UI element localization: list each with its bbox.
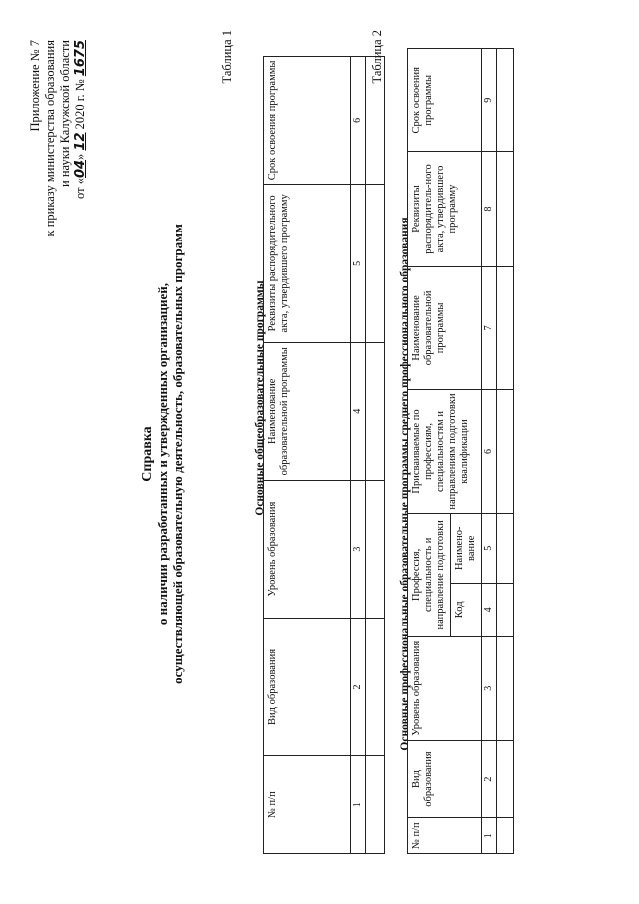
t2-empty-cell — [497, 636, 514, 740]
order-number: 1675 — [73, 40, 88, 77]
t2-col-number: 9 — [482, 49, 497, 152]
table2-caption: Основные профессиональные образовательные программы среднего профессионального образования — [399, 217, 411, 751]
table1-header-row — [264, 57, 351, 854]
document-title — [140, 124, 185, 784]
t2-header-term: Срок освоения программы — [408, 49, 482, 152]
t2-header-kind: Вид образования — [408, 740, 482, 818]
t2-col-number: 6 — [482, 390, 497, 514]
date-prefix: от « — [73, 178, 87, 199]
appendix-line-2: к приказу министерства образования — [43, 40, 57, 237]
table1-number-row — [351, 57, 366, 854]
t2-empty-cell — [497, 390, 514, 514]
t2-empty-cell — [497, 266, 514, 390]
table1-caption: Основные общеобразовательные программы — [254, 280, 266, 516]
appendix-header — [28, 40, 88, 270]
t2-empty-cell — [497, 513, 514, 583]
t1-header-level: Уровень образования — [264, 480, 351, 618]
t1-col-number: 3 — [351, 480, 366, 618]
title-line-3: осуществляющей образовательную деятельность, образовательных программ — [170, 224, 185, 684]
table-2 — [407, 48, 514, 854]
t1-empty-cell — [366, 184, 385, 342]
table-1 — [263, 56, 385, 854]
table1-label: Таблица 1 — [220, 30, 234, 84]
table2-empty-row — [497, 49, 514, 854]
date-suffix: 2020 г. № — [73, 79, 87, 133]
t2-empty-cell — [497, 49, 514, 152]
t1-header-program: Наименование образовательной программы — [264, 342, 351, 480]
t2-col-number: 7 — [482, 266, 497, 390]
t2-empty-cell — [497, 740, 514, 818]
t2-empty-cell — [497, 583, 514, 636]
t2-header-profession: Профессия, специальность и направление подготовки — [408, 513, 451, 636]
t2-header-requisites: Реквизиты распорядитель-ного акта, утвердившего программу — [408, 152, 482, 266]
t2-empty-cell — [497, 818, 514, 854]
t2-header-name: Наимено-вание — [451, 513, 482, 583]
t1-empty-cell — [366, 618, 385, 756]
date-mid: » — [73, 153, 87, 160]
t1-empty-cell — [366, 756, 385, 854]
table2-number-row — [482, 49, 497, 854]
appendix-date-line — [73, 40, 88, 270]
t2-col-number: 8 — [482, 152, 497, 266]
t2-empty-cell — [497, 152, 514, 266]
t2-header-level: Уровень образования — [408, 636, 482, 740]
date-month: 12 — [73, 132, 88, 151]
t2-col-number: 3 — [482, 636, 497, 740]
t2-col-number: 5 — [482, 513, 497, 583]
t1-col-number: 1 — [351, 756, 366, 854]
title-line-2: о наличии разработанных и утвержденных организацией, — [155, 282, 170, 626]
table1-empty-row — [366, 57, 385, 854]
t2-col-number: 2 — [482, 740, 497, 818]
t2-header-qualification: Присваиваемые по профессиям, специальностям и направлениям подготовки квалификации — [408, 390, 482, 514]
t1-header-term: Срок освоения программы — [264, 57, 351, 185]
date-day: 04 — [73, 159, 88, 179]
t2-header-code: Код — [451, 583, 482, 636]
t1-header-requisites: Реквизиты распорядительного акта, утвердившего программу — [264, 184, 351, 342]
t2-col-number: 1 — [482, 818, 497, 854]
t1-col-number: 4 — [351, 342, 366, 480]
title-main: Справка — [140, 426, 155, 482]
t1-col-number: 6 — [351, 57, 366, 185]
t1-col-number: 2 — [351, 618, 366, 756]
table2-header-row-1 — [408, 49, 451, 854]
appendix-line-1: Приложение № 7 — [28, 40, 42, 132]
t1-header-kind: Вид образования — [264, 618, 351, 756]
t1-empty-cell — [366, 342, 385, 480]
appendix-line-3: и науки Калужской области — [58, 40, 72, 187]
t1-empty-cell — [366, 480, 385, 618]
table2-label: Таблица 2 — [370, 30, 384, 84]
t2-col-number: 4 — [482, 583, 497, 636]
t2-header-program: Наименование образовательной программы — [408, 266, 482, 390]
t1-col-number: 5 — [351, 184, 366, 342]
t1-header-num: № п/п — [264, 756, 351, 854]
t2-header-num: № п/п — [408, 818, 482, 854]
